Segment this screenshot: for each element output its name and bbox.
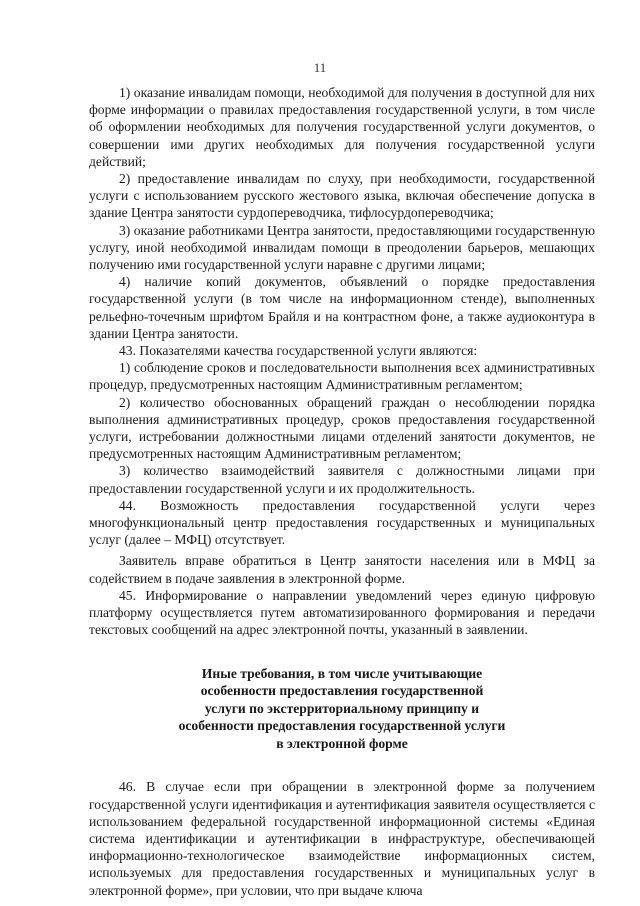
heading-line: Иные требования, в том числе учитывающие	[201, 665, 483, 681]
paragraph: 2) предоставление инвалидам по слуху, при необходимости, государственной услуги с использованием русского жестового языка, включая обеспечение допуска в здание Центра занятости сурдопереводчика, тифлосурдопереводчика;	[89, 171, 595, 221]
heading-line: в электронной форме	[276, 735, 408, 751]
document-body	[89, 84, 595, 899]
paragraph: 2) количество обоснованных обращений граждан о несоблюдении порядка выполнения административных процедур, сроков предоставления государственной услуги, истребовании должностными лицами отделений занятости документов, не предусмотренных настоящим Административным регламентом;	[89, 394, 595, 462]
paragraph: Заявитель вправе обратиться в Центр занятости населения или в МФЦ за содействием в подаче заявления в электронной форме.	[89, 553, 595, 586]
heading-line: особенности предоставления государственной	[200, 683, 484, 699]
paragraph: 46. В случае если при обращении в электронной форме за получением государственной услуги идентификация и аутентификация заявителя осуществляется с использованием федеральной государственной информационной системы «Единая система идентификации и аутентификации в инфраструктуре, обеспечивающей информационно-технологическое взаимодействие информационных систем, используемых для предоставления государственных и муниципальных услуг в электронной форме», при условии, что при выдаче ключа	[89, 779, 595, 898]
paragraph: 4) наличие копий документов, объявлений о порядке предоставления государственной услуги (в том числе на информационном стенде), выполненных рельефно-точечным шрифтом Брайля и на контрастном фоне, а также аудиоконтура в здании Центра занятости.	[89, 274, 595, 341]
paragraph: 1) оказание инвалидам помощи, необходимой для получения в доступной для них форме информации о правилах предоставления государственной услуги, в том числе об оформлении необходимых для получения государственной услуги документов, о совершении ими других необходимых для получения государственной услуги действий;	[89, 85, 595, 169]
page-number: 11	[313, 60, 327, 75]
paragraph: 3) количество взаимодействий заявителя с должностными лицами при предоставлении государственной услуги и их продолжительность.	[89, 463, 595, 496]
paragraph: 45. Информирование о направлении уведомлений через единую цифровую платформу осуществляется путем автоматизированного формирования и передачи текстовых сообщений на адрес электронной почты, указанный в заявлении.	[89, 587, 595, 638]
heading-line: особенности предоставления государственной услуги	[178, 718, 506, 734]
section-heading	[89, 665, 595, 753]
paragraph: 1) соблюдение сроков и последовательности выполнения всех административных процедур, предусмотренных настоящим Административным регламентом;	[89, 360, 595, 393]
paragraph: 43. Показателями качества государственной услуги являются:	[119, 343, 478, 359]
heading-line: услуги по экстерриториальному принципу и	[204, 700, 480, 716]
paragraph: 3) оказание работниками Центра занятости, предоставляющими государственную услугу, иной необходимой инвалидам помощи в преодолении барьеров, мешающих получению ими государственной услуги наравне с другими лицами;	[89, 222, 595, 273]
paragraph: 44. Возможность предоставления государственной услуги через многофункциональный центр предоставления государственных и муниципальных услуг (далее – МФЦ) отсутствует.	[89, 497, 595, 548]
